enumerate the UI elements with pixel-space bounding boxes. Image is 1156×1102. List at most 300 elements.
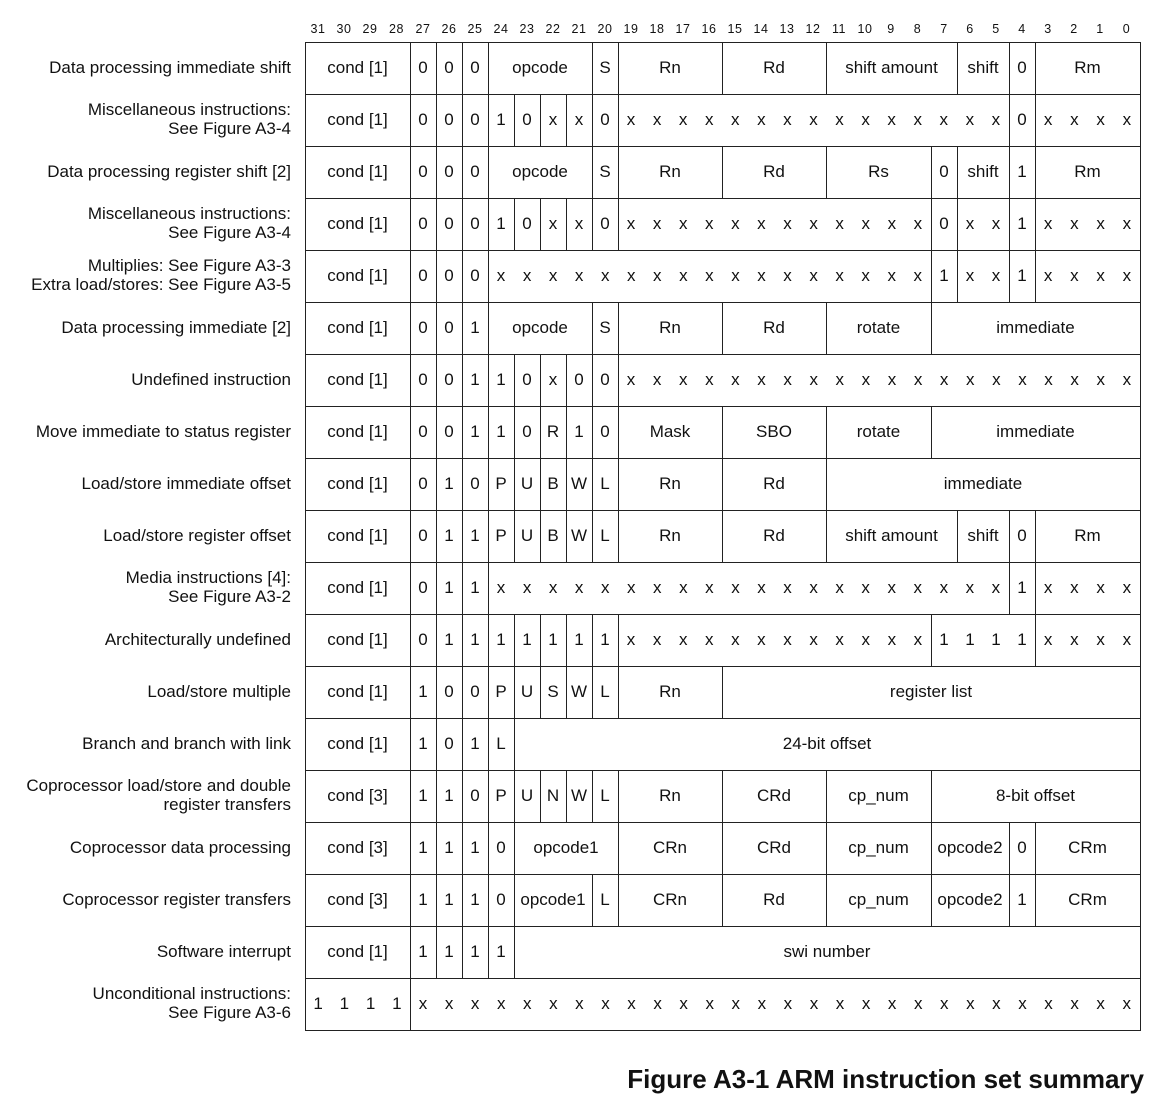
bit-field: opcode — [512, 318, 568, 337]
bit-field — [488, 250, 931, 302]
bit-value: x — [731, 994, 741, 1013]
bit-field: 0 — [522, 370, 532, 389]
row-label-line: Data processing immediate [2] — [61, 317, 291, 337]
bit-value: x — [496, 578, 506, 597]
bit-value: x — [574, 266, 584, 285]
bit-value: x — [809, 578, 818, 597]
bit-field: CRn — [652, 890, 687, 909]
bit-field: Rn — [659, 162, 681, 181]
bit-value: x — [444, 994, 454, 1013]
bit-field: immediate — [943, 474, 1023, 493]
bit-field — [618, 94, 1009, 146]
bit-value: x — [966, 994, 975, 1013]
bit-value: x — [939, 370, 949, 389]
bit-field: L — [600, 682, 610, 701]
bit-value: x — [652, 214, 662, 233]
bit-value: x — [835, 630, 844, 649]
bit-value: x — [835, 214, 844, 233]
bit-value: 1 — [991, 630, 1001, 649]
bit-value: x — [757, 578, 766, 597]
bit-number-label: 3 — [1044, 22, 1052, 36]
bit-field: 0 — [470, 162, 480, 181]
row-label — [61, 318, 291, 337]
bit-value: x — [757, 370, 766, 389]
bit-value: x — [548, 578, 558, 597]
bit-value: x — [705, 994, 714, 1013]
bit-field: cond [3] — [327, 890, 388, 909]
bit-field: 0 — [470, 682, 480, 701]
field-divider — [1140, 94, 1141, 146]
bit-field: opcode — [512, 58, 568, 77]
bit-field: rotate — [856, 318, 901, 337]
bit-number-label: 15 — [727, 22, 743, 36]
bit-value: x — [705, 630, 714, 649]
field-divider — [1140, 614, 1141, 666]
bit-field: 1 — [470, 318, 480, 337]
bit-number-label: 1 — [1096, 22, 1104, 36]
bit-value: x — [679, 994, 688, 1013]
bit-value: x — [965, 214, 975, 233]
field-divider — [1140, 458, 1141, 510]
bit-field: 0 — [600, 110, 610, 129]
bit-field: 0 — [418, 214, 428, 233]
bit-value: x — [1043, 578, 1053, 597]
bit-field: B — [547, 526, 559, 545]
bit-field: 1 — [444, 838, 454, 857]
bit-field: N — [546, 786, 560, 805]
bit-field: CRm — [1068, 890, 1107, 909]
bit-field: swi number — [783, 942, 871, 961]
bit-field: 0 — [496, 838, 506, 857]
bit-value: x — [835, 110, 844, 129]
bit-field: Rd — [763, 58, 785, 77]
bit-field: W — [570, 474, 588, 493]
bit-number-label: 21 — [571, 22, 587, 36]
bit-field: CRm — [1068, 838, 1107, 857]
bit-field: 0 — [444, 422, 454, 441]
bit-value: x — [627, 266, 636, 285]
bit-field: 0 — [470, 110, 480, 129]
bit-value: x — [653, 266, 662, 285]
row-label — [88, 204, 291, 242]
row-label-line: Unconditional instructions: — [92, 984, 291, 1003]
field-divider — [1140, 406, 1141, 458]
bit-field: 0 — [522, 214, 532, 233]
bit-value: x — [757, 266, 766, 285]
row-label-line: See Figure A3-4 — [168, 223, 291, 242]
row-label-line: Miscellaneous instructions: — [87, 204, 291, 223]
bit-value: x — [1070, 110, 1079, 129]
bit-value: x — [705, 578, 714, 597]
bit-value: x — [731, 214, 740, 233]
bit-field: 0 — [418, 318, 428, 337]
bit-number-label: 29 — [362, 22, 378, 36]
bit-value: x — [679, 578, 688, 597]
bit-value: x — [1096, 994, 1105, 1013]
row-label — [82, 474, 291, 493]
bit-field: 1 — [496, 942, 506, 961]
bit-field: immediate — [996, 318, 1075, 337]
bit-value: x — [965, 266, 975, 285]
bit-field: 0 — [1017, 58, 1027, 77]
bit-field: U — [520, 682, 534, 701]
bit-field: 0 — [444, 682, 454, 701]
bit-field: U — [520, 474, 534, 493]
bit-value: x — [1043, 266, 1053, 285]
bit-field: 0 — [444, 214, 454, 233]
row-label — [49, 58, 291, 77]
bit-value: x — [1096, 578, 1105, 597]
bit-field: CRn — [652, 838, 687, 857]
bit-field: 0 — [444, 734, 454, 753]
bit-field — [1035, 250, 1140, 302]
row-label — [147, 682, 291, 701]
field-divider — [1140, 146, 1141, 198]
bit-field: 0 — [444, 110, 454, 129]
bit-field: S — [599, 162, 611, 181]
row-label-line: Load/store immediate offset — [81, 473, 291, 493]
bit-value: x — [1096, 630, 1105, 649]
bit-field: Rn — [659, 318, 681, 337]
bit-field: register list — [889, 682, 973, 701]
bit-number-label: 30 — [336, 22, 352, 36]
bit-value: x — [653, 578, 662, 597]
bit-number-label: 16 — [701, 22, 717, 36]
row-label-line: Multiplies: See Figure A3-3 — [87, 256, 291, 275]
bit-value: x — [731, 578, 740, 597]
bit-field: 0 — [939, 214, 949, 233]
bit-field: 0 — [418, 266, 428, 285]
bit-value: x — [1043, 110, 1053, 129]
bit-value: x — [757, 994, 767, 1013]
bit-field: 1 — [470, 630, 480, 649]
bit-field: x — [574, 110, 584, 129]
bit-value: x — [1018, 370, 1027, 389]
bit-field: immediate — [996, 422, 1075, 441]
bit-value: x — [1043, 214, 1053, 233]
row-label-line: Coprocessor load/store and double — [26, 776, 291, 795]
bit-field: x — [548, 214, 558, 233]
row-label — [31, 256, 291, 294]
bit-value: x — [678, 630, 688, 649]
field-divider — [1140, 666, 1141, 718]
bit-field: 1 — [418, 786, 428, 805]
bit-value: x — [1122, 110, 1132, 129]
bit-value: x — [887, 110, 896, 129]
bit-value: x — [1070, 370, 1079, 389]
bit-value: x — [809, 630, 818, 649]
bit-value: x — [548, 266, 558, 285]
row-label-line: See Figure A3-4 — [168, 119, 291, 138]
bit-field — [305, 978, 410, 1030]
bit-value: x — [1070, 266, 1079, 285]
bit-field — [931, 614, 1035, 666]
bit-field: Rm — [1074, 526, 1101, 545]
bit-value: x — [601, 994, 610, 1013]
bit-value: x — [470, 994, 480, 1013]
bit-field — [1035, 614, 1140, 666]
bit-number-label: 7 — [940, 22, 948, 36]
bit-value: x — [861, 110, 870, 129]
bit-value: x — [835, 994, 845, 1013]
bit-field: 0 — [418, 526, 428, 545]
bit-value: x — [809, 266, 818, 285]
bit-field: cond [1] — [327, 162, 388, 181]
bit-field: S — [599, 58, 611, 77]
row-label-line: Data processing immediate shift — [49, 57, 291, 77]
bit-field: Mask — [649, 422, 691, 441]
bit-field: cond [3] — [327, 838, 388, 857]
bit-field: 0 — [444, 58, 454, 77]
bit-field: 0 — [496, 890, 506, 909]
bit-field: 1 — [418, 838, 428, 857]
bit-number-label: 25 — [467, 22, 483, 36]
bit-number-label: 8 — [913, 22, 922, 36]
bit-field: Rm — [1074, 162, 1101, 181]
bit-value: x — [652, 370, 662, 389]
bit-field: 1 — [574, 422, 584, 441]
bit-field — [1035, 198, 1140, 250]
row-label-line: Coprocessor data processing — [69, 837, 291, 857]
bit-field: B — [547, 474, 559, 493]
bit-field: cond [3] — [327, 786, 388, 805]
bit-field: CRd — [756, 838, 791, 857]
row-label-line: Media instructions [4]: — [125, 568, 291, 587]
bit-field: Rd — [763, 162, 785, 181]
bit-value: 1 — [313, 994, 323, 1013]
bit-value: x — [809, 110, 818, 129]
field-divider — [1140, 510, 1141, 562]
bit-value: x — [965, 578, 975, 597]
bit-field: cond [1] — [327, 474, 388, 493]
field-divider — [1140, 718, 1141, 770]
bit-field: 1 — [496, 110, 506, 129]
bit-field: Rm — [1074, 58, 1101, 77]
bit-number-label: 22 — [545, 22, 561, 36]
bit-value: x — [861, 266, 870, 285]
bit-field: 1 — [1017, 162, 1027, 181]
bit-value: x — [887, 266, 896, 285]
bit-field: 1 — [600, 630, 610, 649]
bit-value: x — [1122, 370, 1132, 389]
bit-value: x — [678, 370, 688, 389]
bit-field: 0 — [418, 578, 428, 597]
bit-field: 0 — [470, 786, 480, 805]
bit-value: x — [861, 214, 870, 233]
bit-field: opcode1 — [520, 890, 586, 909]
bit-value: x — [704, 110, 714, 129]
bit-value: x — [991, 578, 1001, 597]
bit-field: 0 — [418, 474, 428, 493]
bit-field: opcode1 — [533, 838, 599, 857]
bit-field: 1 — [470, 890, 480, 909]
bit-field: 1 — [548, 630, 558, 649]
bit-field: x — [548, 370, 558, 389]
bit-field: L — [600, 474, 610, 493]
bit-field: shift amount — [845, 58, 938, 77]
row-label-line: Load/store register offset — [103, 525, 291, 545]
bit-field: cond [1] — [327, 682, 388, 701]
bit-field: W — [570, 526, 588, 545]
bit-value: x — [626, 214, 636, 233]
bit-value: x — [705, 214, 714, 233]
bit-value: x — [626, 370, 636, 389]
bit-field: cond [1] — [327, 630, 388, 649]
bit-value: x — [1018, 994, 1027, 1013]
bit-field: Rd — [763, 474, 785, 493]
bit-field: 1 — [496, 214, 506, 233]
bit-field: 1 — [470, 526, 480, 545]
bit-value: x — [678, 214, 688, 233]
bit-value: x — [887, 214, 897, 233]
bit-number-label: 9 — [887, 22, 895, 36]
row-label-line: See Figure A3-6 — [168, 1003, 291, 1022]
bit-value: x — [1122, 994, 1131, 1013]
bit-field: L — [600, 526, 610, 545]
bit-value: x — [1070, 630, 1079, 649]
row-label-line: Data processing register shift [2] — [47, 161, 291, 181]
bit-field: cond [1] — [327, 370, 388, 389]
bit-field: P — [495, 474, 507, 493]
bit-field: 1 — [444, 786, 454, 805]
bit-field: 0 — [574, 370, 584, 389]
bit-value: x — [652, 630, 662, 649]
bit-field: cond [1] — [327, 318, 388, 337]
bit-number-label: 10 — [857, 22, 873, 36]
bit-field: 1 — [470, 370, 480, 389]
bit-value: x — [731, 630, 740, 649]
bit-field: L — [600, 890, 610, 909]
bit-value: x — [887, 370, 897, 389]
bit-field: 1 — [418, 942, 428, 961]
bit-field: W — [570, 786, 588, 805]
bit-field — [957, 250, 1009, 302]
bit-field: Rn — [659, 58, 681, 77]
bit-field: 0 — [418, 422, 428, 441]
bit-value: x — [1122, 266, 1132, 285]
bit-value: x — [1122, 578, 1132, 597]
bit-field — [618, 354, 1140, 406]
bit-value: x — [1044, 370, 1053, 389]
bit-field: L — [600, 786, 610, 805]
bit-value: x — [626, 630, 636, 649]
bit-value: x — [757, 630, 766, 649]
bit-field: 0 — [470, 474, 480, 493]
row-label-line: Coprocessor register transfers — [62, 889, 291, 909]
bit-field: SBO — [756, 422, 792, 441]
row-label — [93, 984, 291, 1022]
bit-field: cond [1] — [327, 526, 388, 545]
row-label — [26, 776, 291, 814]
bit-field: 0 — [418, 630, 428, 649]
field-divider — [1140, 42, 1141, 94]
bit-value: x — [1096, 214, 1105, 233]
bit-field: x — [548, 110, 558, 129]
field-divider — [1140, 562, 1141, 614]
bit-value: x — [939, 110, 949, 129]
bit-field: CRd — [756, 786, 791, 805]
bit-field: 0 — [444, 370, 454, 389]
bit-field: 0 — [418, 110, 428, 129]
bit-value: x — [600, 266, 610, 285]
row-label-line: Branch and branch with link — [82, 733, 291, 753]
bit-field: Rd — [763, 318, 785, 337]
bit-value: x — [549, 994, 558, 1013]
bit-value: x — [861, 994, 871, 1013]
bit-field: shift — [967, 162, 999, 181]
bit-value: x — [522, 578, 532, 597]
bit-value: x — [940, 994, 949, 1013]
bit-field: 1 — [470, 578, 480, 597]
bit-number-label: 17 — [675, 22, 691, 36]
bit-number-label: 2 — [1070, 22, 1078, 36]
bit-field: P — [495, 682, 507, 701]
bit-number-label: 14 — [753, 22, 769, 36]
bit-value: 1 — [939, 630, 949, 649]
bit-field: 1 — [496, 370, 506, 389]
row-label-line: Move immediate to status register — [35, 421, 291, 441]
bit-field: cond [1] — [327, 266, 388, 285]
bit-value: x — [1122, 630, 1132, 649]
bit-value: x — [1096, 266, 1105, 285]
bit-number-label: 23 — [519, 22, 535, 36]
row-label-line: Miscellaneous instructions: — [87, 100, 291, 119]
bit-field: 0 — [939, 162, 949, 181]
row-label — [70, 838, 291, 857]
bit-value: x — [575, 994, 584, 1013]
bit-value: x — [678, 110, 688, 129]
bit-value: x — [1070, 214, 1079, 233]
bit-field: cond [1] — [327, 734, 388, 753]
bit-field: 1 — [470, 942, 480, 961]
bit-field: 1 — [939, 266, 949, 285]
bit-number-label: 6 — [966, 22, 974, 36]
bit-field: 0 — [470, 214, 480, 233]
bit-number-label: 12 — [805, 22, 821, 36]
row-label — [103, 526, 291, 545]
bit-field: 0 — [418, 370, 428, 389]
bit-field — [1035, 562, 1140, 614]
bit-field: opcode2 — [937, 838, 1003, 857]
bit-field — [488, 562, 1009, 614]
bit-field: 1 — [444, 474, 454, 493]
bit-field: Rd — [763, 890, 785, 909]
row-label-line: Load/store multiple — [147, 681, 291, 701]
bit-field: opcode2 — [937, 890, 1003, 909]
field-divider — [1140, 926, 1141, 978]
bit-value: x — [627, 578, 636, 597]
bit-field: 0 — [470, 58, 480, 77]
bit-field: cond [1] — [327, 422, 388, 441]
bit-field: cond [1] — [327, 58, 388, 77]
bit-number-label: 11 — [832, 22, 846, 36]
bit-value: x — [913, 214, 923, 233]
bit-value: x — [653, 994, 662, 1013]
bit-value: x — [913, 266, 923, 285]
row-label — [126, 568, 291, 606]
bit-field: shift — [967, 526, 999, 545]
bit-number-label: 5 — [992, 22, 1000, 36]
bit-field: 1 — [444, 630, 454, 649]
bit-number-label: 31 — [310, 22, 326, 36]
bit-value: x — [861, 630, 870, 649]
bit-value: x — [1044, 994, 1053, 1013]
bit-number-label: 4 — [1018, 22, 1026, 36]
bit-field: cp_num — [848, 786, 909, 805]
field-divider — [1140, 302, 1141, 354]
bit-field: R — [546, 422, 560, 441]
bit-field: cp_num — [848, 890, 909, 909]
